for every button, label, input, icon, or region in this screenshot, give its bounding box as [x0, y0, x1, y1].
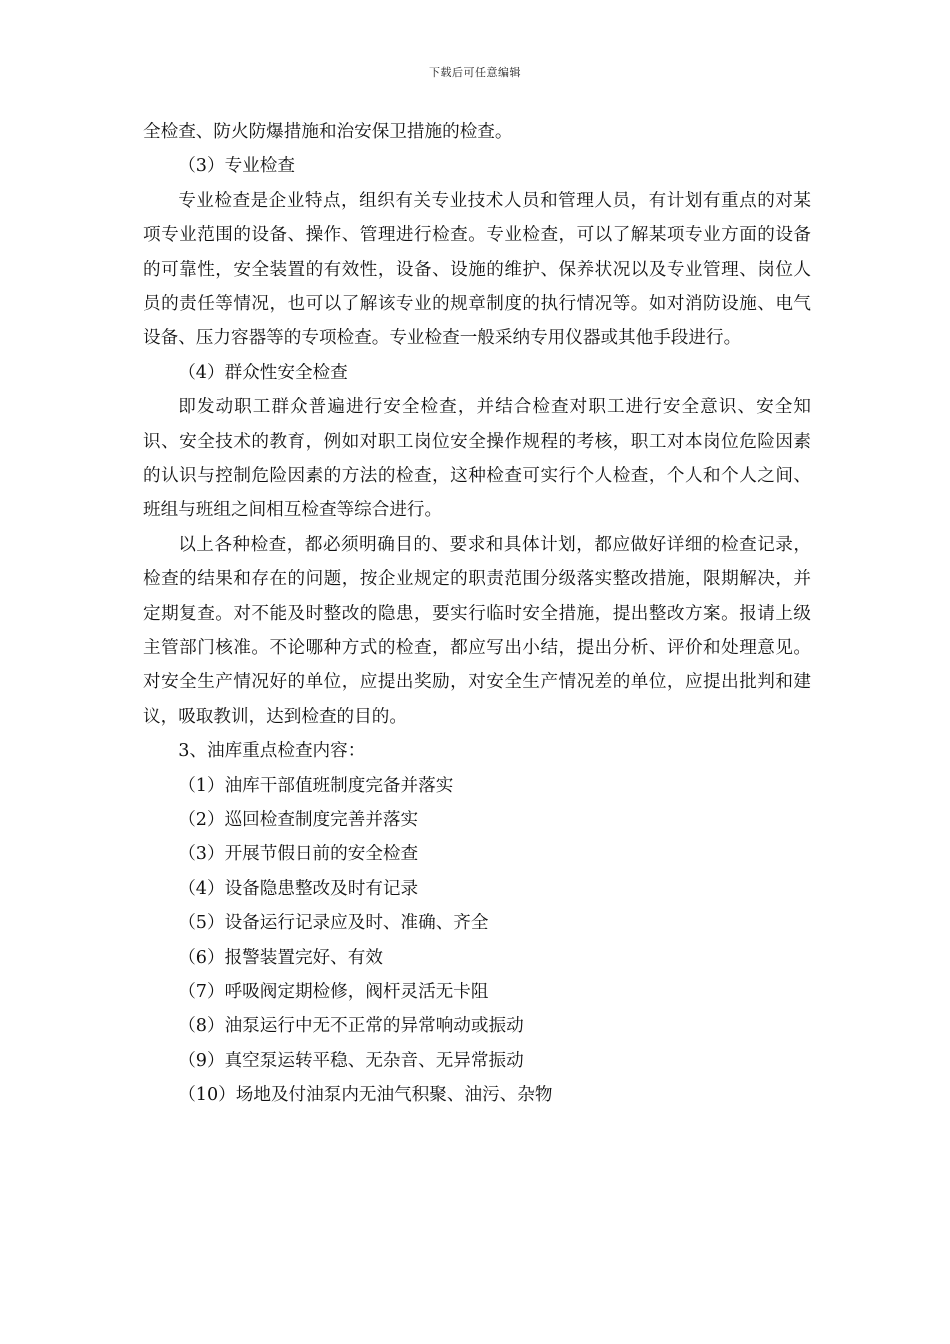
list-item: （5）设备运行记录应及时、准确、齐全	[178, 913, 489, 934]
paragraph-continuation: 全检查、防火防爆措施和治安保卫措施的检查。	[143, 122, 513, 142]
subheading-professional-inspection: （3）专业检查	[178, 156, 295, 177]
list-item: （9）真空泵运转平稳、无杂音、无异常振动	[178, 1050, 524, 1071]
paragraph-inspection-summary: 以上各种检查，都必须明确目的、要求和具体计划，都应做好详细的检查记录，检查的结果和存在的问题，按企业规定的职责范围分级落实整改措施，限期解决，并定期复查。对不能及时整改的隐患，要实行临时安全措施，提出整改方案。报请上级主管部门核准。不论哪种方式的检查，都应写出小结，提出分析、评价和处理意见。对安全生产情况好的单位，应提出奖励，对安全生产情况差的单位，应提出批判和建议，吸取教训，达到检查的目的。	[143, 534, 811, 727]
paragraph-professional-inspection: 专业检查是企业特点，组织有关专业技术人员和管理人员，有计划有重点的对某项专业范围的设备、操作、管理进行检查。专业检查，可以了解某项专业方面的设备的可靠性，安全装置的有效性，设备、设施的维护、保养状况以及专业管理、岗位人员的责任等情况，也可以了解该专业的规章制度的执行情况等。如对消防设施、电气设备、压力容器等的专项检查。专业检查一般采纳专用仪器或其他手段进行。	[143, 190, 811, 349]
list-item: （7）呼吸阀定期检修，阀杆灵活无卡阻	[178, 982, 489, 1002]
subheading-mass-safety-inspection: （4）群众性安全检查	[178, 362, 348, 383]
list-item: （10）场地及付油泵内无油气积聚、油污、杂物	[178, 1085, 553, 1106]
list-item: （8）油泵运行中无不正常的异常响动或振动	[178, 1016, 524, 1037]
list-item: （2）巡回检查制度完善并落实	[178, 810, 419, 831]
key-inspection-list	[143, 769, 811, 1113]
page-header: 下载后可任意编辑	[429, 66, 521, 79]
list-item: （4）设备隐患整改及时有记录	[178, 878, 419, 899]
list-item: （6）报警装置完好、有效	[178, 947, 383, 968]
section-title-key-inspection: 3、油库重点检查内容：	[178, 741, 366, 762]
paragraph-mass-safety-inspection: 即发动职工群众普遍进行安全检查，并结合检查对职工进行安全意识、安全知识、安全技术的教育，例如对职工岗位安全操作规程的考核，职工对本岗位危险因素的认识与控制危险因素的方法的检查，这种检查可实行个人检查，个人和个人之间、班组与班组之间相互检查等综合进行。	[143, 397, 811, 521]
list-item: （1）油库干部值班制度完备并落实	[178, 775, 454, 796]
list-item: （3）开展节假日前的安全检查	[178, 844, 419, 865]
document-body	[143, 115, 811, 1113]
